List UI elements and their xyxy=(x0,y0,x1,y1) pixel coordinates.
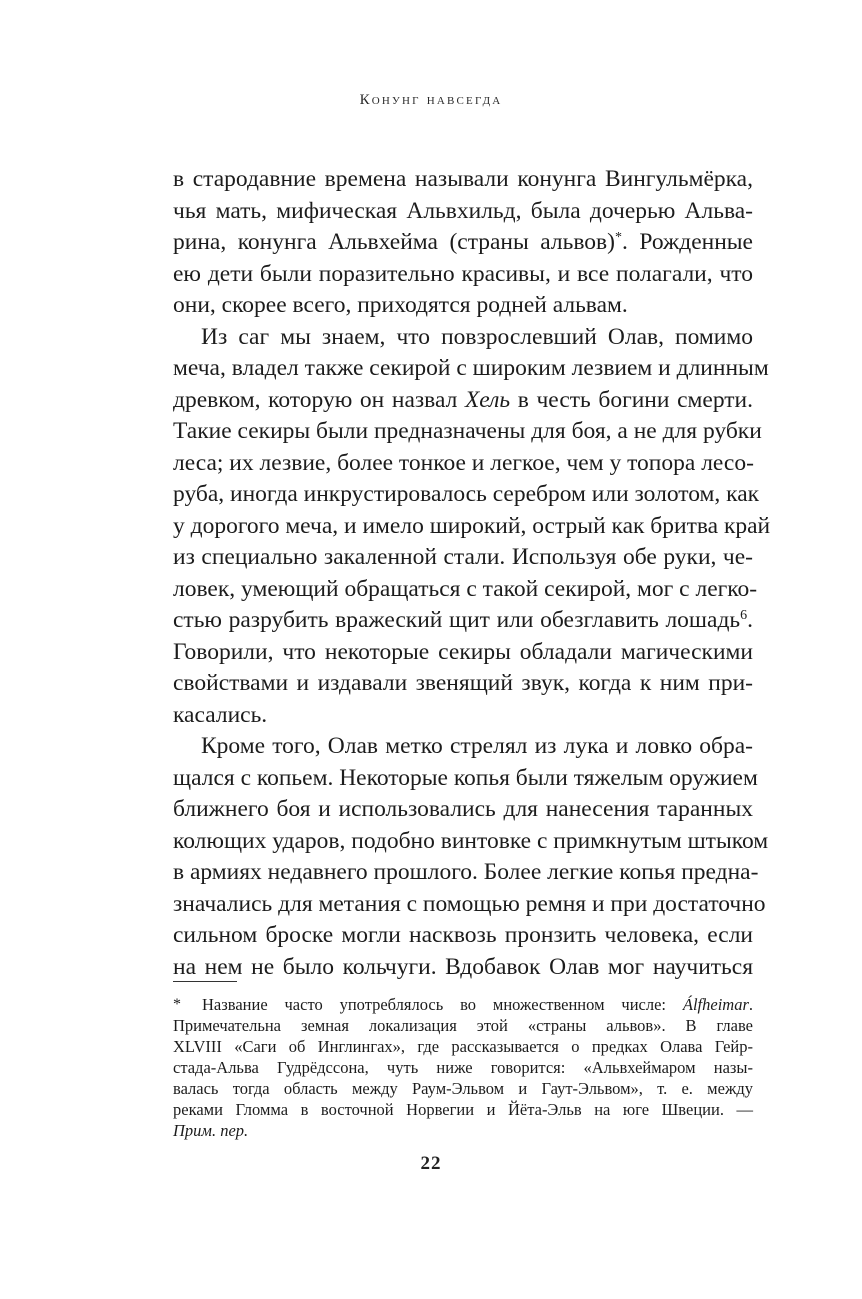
footnote-line xyxy=(173,1120,753,1141)
text-segment: . xyxy=(748,995,753,1014)
text-line: Из саг мы знаем, что повзрослевший Олав, помимо xyxy=(201,323,753,350)
text-line: ловек, умеющий обращаться с такой секирой, мог с легко- xyxy=(173,575,758,602)
text-segment: стью разрубить вражеский щит или обезглавить лошадь xyxy=(173,607,741,633)
running-head-text: Конунг навсегда xyxy=(359,92,503,108)
text-line: чья мать, мифическая Альвхильд, была дочерью Альва- xyxy=(173,197,753,224)
text-line: ею дети были поразительно красивы, и все полагали, что xyxy=(173,260,753,287)
text-line: леса; их лезвие, более тонкое и легкое, чем у топора лесо- xyxy=(173,449,754,476)
text-line xyxy=(173,227,753,259)
text-line: из специально закаленной стали. Используя обе руки, че- xyxy=(173,544,753,570)
text-line: ближнего боя и использовались для нанесения таранных xyxy=(173,796,753,822)
main-text xyxy=(173,164,771,983)
running-head xyxy=(0,92,862,109)
text-segment: в честь богини смерти. xyxy=(510,386,753,413)
italic-term-alfheimar: Álfheimar xyxy=(682,995,749,1014)
text-line: руба, иногда инкрустировалось серебром или золотом, как xyxy=(173,481,760,507)
text-line: Говорили, что некоторые секиры обладали магическими xyxy=(173,638,753,665)
text-line: касались. xyxy=(173,701,268,728)
footnote-line: XLVIII «Саги об Инглингах», где рассказывается о предках Олава Гейр- xyxy=(173,1037,753,1056)
footnote-line xyxy=(173,994,753,1015)
footnote-line: реками Гломма в восточной Норвегии и Йёта-Эльв на юге Швеции. — xyxy=(173,1100,753,1119)
text-line xyxy=(173,605,753,637)
text-line: свойствами и издавали звенящий звук, когда к ним при- xyxy=(173,670,753,696)
text-segment: древком, которую он назвал xyxy=(173,386,465,413)
endnote-reference-6[interactable]: 6 xyxy=(740,608,748,623)
text-segment: . Рожденные xyxy=(621,229,753,255)
footnote xyxy=(173,994,753,1141)
footnote-line: стада-Альва Гудрёдссона, чуть ниже говорится: «Альвхеймаром назы- xyxy=(173,1058,753,1077)
text-segment: рина, конунга Альвхейма (страны альвов) xyxy=(173,229,615,255)
text-line: меча, владел также секирой с широким лезвием и длинным xyxy=(173,355,769,381)
text-line xyxy=(173,385,753,417)
footnote-line: валась тогда область между Раум-Эльвом и Гаут-Эльвом», т. е. между xyxy=(173,1079,753,1098)
text-line: Такие секиры были предназначены для боя, а не для рубки xyxy=(173,418,762,444)
text-line: щался с копьем. Некоторые копья были тяжелым оружием xyxy=(173,764,758,791)
text-line: значались для метания с помощью ремня и при достаточно xyxy=(173,890,766,917)
translator-note-label: Прим. пер. xyxy=(173,1121,249,1140)
text-segment: . xyxy=(747,607,753,633)
text-line: колющих ударов, подобно винтовке с примкнутым штыком xyxy=(173,827,769,854)
text-line: сильном броске могли насквозь пронзить человека, если xyxy=(173,922,753,948)
footnote-reference-star[interactable]: * xyxy=(614,230,622,245)
text-line: они, скорее всего, приходятся родней альвам. xyxy=(173,292,628,318)
text-line: в стародавние времена называли конунга Вингульмёрка, xyxy=(173,166,753,192)
text-line: на нем не было кольчуги. Вдобавок Олав мог научиться xyxy=(173,953,753,980)
page-number: 22 xyxy=(420,1153,442,1174)
italic-term-hel: Хель xyxy=(464,386,511,413)
text-line: в армиях недавнего прошлого. Более легкие копья предна- xyxy=(173,859,759,885)
text-line: Кроме того, Олав метко стрелял из лука и ловко обра- xyxy=(201,733,753,759)
footnote-marker: * xyxy=(173,996,181,1013)
text-segment: Название часто употреблялось во множественном числе: xyxy=(202,995,683,1014)
footnote-line: Примечательна земная локализация этой «страны альвов». В главе xyxy=(173,1016,753,1035)
footnote-separator xyxy=(173,981,237,982)
text-line: у дорогого меча, и имело широкий, острый как бритва край xyxy=(173,512,771,539)
